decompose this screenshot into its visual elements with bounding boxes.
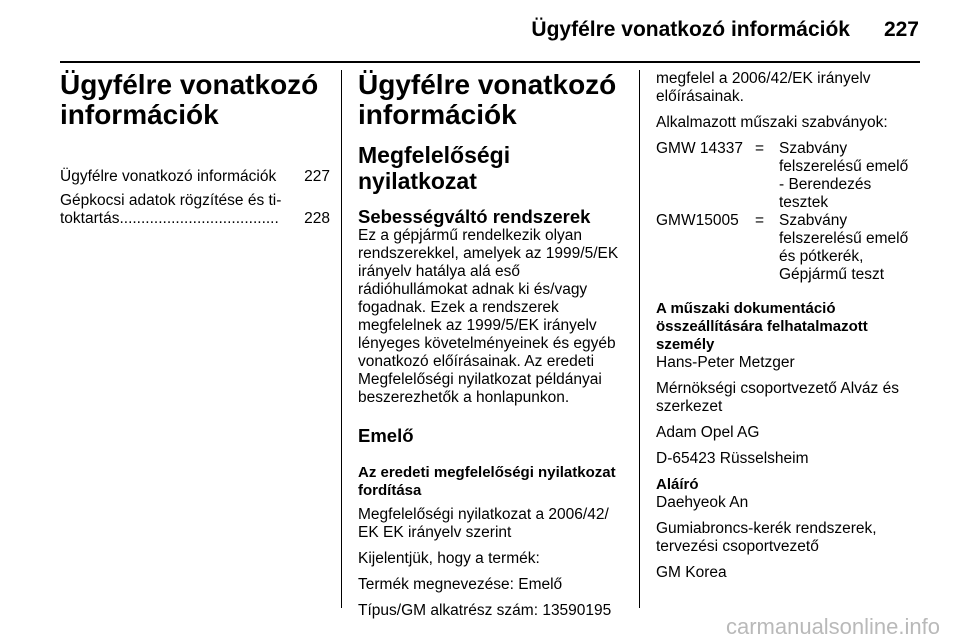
standard-equals: = bbox=[755, 212, 765, 229]
toc-entry-page: 227 bbox=[304, 168, 330, 185]
column-divider-2 bbox=[639, 70, 640, 608]
section-heading: Ügyfélre vonatkozó információk bbox=[358, 69, 617, 130]
product-name: Termék megnevezése: Emelő bbox=[358, 576, 563, 593]
toc-entry-label: Ügyfélre vonatkozó információk bbox=[60, 168, 277, 185]
toc-entry-page: 228 bbox=[304, 210, 330, 227]
standard-code: GMW 14337 bbox=[656, 140, 744, 157]
toc-entry[interactable] bbox=[60, 168, 330, 186]
table-row bbox=[656, 212, 926, 284]
standard-description: Szabvány felszerelésű emelő és pótkerék, Gépjármű teszt bbox=[779, 212, 909, 283]
authorized-person-role: Mérnökségi csoportvezető Alváz és szerkezet bbox=[656, 380, 899, 415]
topic-text: Ez a gépjármű rendelkezik olyan rendszerekkel, amelyek az 1999/5/EK irányelv hatálya alá eső rádióhullámokat adnak ki és/vagy fogadnak. Ezek a rendszerek megfelelnek az 1999/5/EK irányelv lényeges követelményeinek és egyéb vonatkozó előírásainak. Az eredeti Megfelelőségi nyilatkozat példányai beszerezhetők a honlapunkon. bbox=[358, 227, 619, 406]
standard-equals: = bbox=[755, 140, 765, 157]
toc-leader-dots: ..................................... bbox=[119, 210, 279, 227]
continuation-text: megfelel a 2006/42/EK irányelv előírásainak. bbox=[656, 70, 871, 105]
signer-title: Aláíró bbox=[656, 476, 699, 493]
subsection-heading: Megfelelőségi nyilatkozat bbox=[358, 142, 511, 194]
column-toc bbox=[60, 70, 330, 228]
declaration-text: Kijelentjük, hogy a termék: bbox=[358, 550, 540, 567]
authorized-person-title: A műszaki dokumentáció összeállítására felhatalmazott személy bbox=[656, 300, 868, 353]
standards-label: Alkalmazott műszaki szabványok: bbox=[656, 114, 888, 131]
header-divider bbox=[60, 61, 920, 63]
part-number: Típus/GM alkatrész szám: 13590195 bbox=[358, 602, 612, 619]
signer-company: GM Korea bbox=[656, 564, 727, 581]
company-name: Adam Opel AG bbox=[656, 424, 760, 441]
translation-title: Az eredeti megfelelőségi nyilatkozat fordítása bbox=[358, 464, 616, 499]
authorized-person-name: Hans-Peter Metzger bbox=[656, 354, 795, 371]
toc-entry-label-cont: toktartás bbox=[60, 210, 120, 227]
translation-text: Megfelelőségi nyilatkozat a 2006/42/ EK EK irányelv szerint bbox=[358, 506, 609, 541]
page-number: 227 bbox=[883, 18, 919, 41]
topic-title: Sebességváltó rendszerek bbox=[358, 206, 591, 227]
watermark: carmanualsonline.info bbox=[725, 614, 940, 639]
standard-description: Szabvány felszerelésű emelő - Berendezés tesztek bbox=[779, 140, 909, 211]
toc-entry-label: Gépkocsi adatok rögzítése és ti- bbox=[60, 192, 282, 209]
company-address: D-65423 Rüsselsheim bbox=[656, 450, 809, 467]
signer-role: Gumiabroncs-kerék rendszerek, tervezési csoportvezető bbox=[656, 520, 877, 555]
signer-name: Daehyeok An bbox=[656, 494, 749, 511]
page-header bbox=[0, 18, 960, 48]
standards-table bbox=[656, 140, 926, 284]
toc-heading: Ügyfélre vonatkozó információk bbox=[60, 69, 319, 130]
column-details bbox=[656, 70, 926, 582]
standard-code: GMW15005 bbox=[656, 212, 739, 229]
toc-entry[interactable] bbox=[60, 192, 330, 228]
column-main bbox=[358, 70, 623, 620]
table-row bbox=[656, 140, 926, 212]
table-of-contents bbox=[60, 168, 330, 228]
header-title: Ügyfélre vonatkozó információk bbox=[531, 18, 850, 41]
column-divider-1 bbox=[341, 70, 342, 608]
emitter-title: Emelő bbox=[358, 425, 414, 446]
